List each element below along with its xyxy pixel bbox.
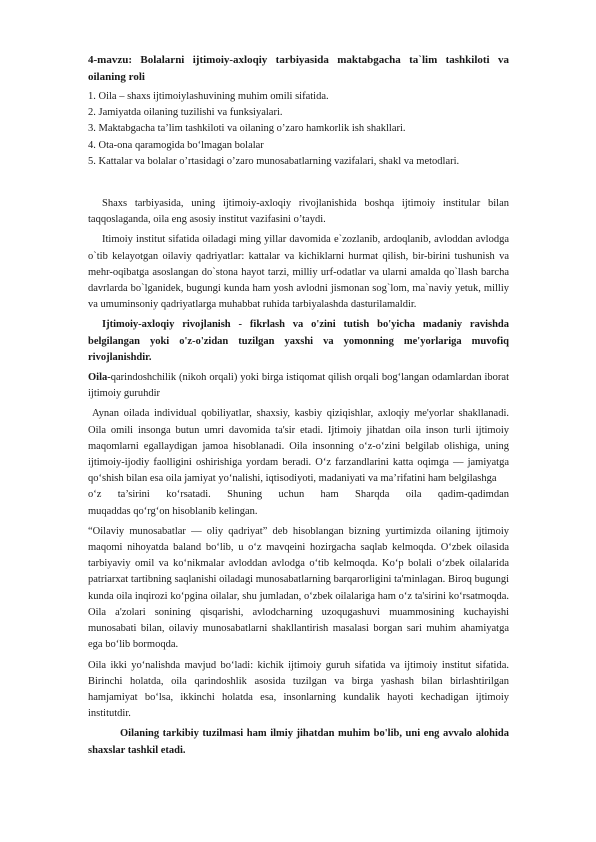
plan-item: 3. Maktabgacha ta’lim tashkiloti va oilaning o’zaro hamkorlik ish shakllari. [88,123,406,135]
paragraph-oila-omili-main: Aynan oilada individual qobiliyatlar, shaxsiy, kasbiy qiziqishlar, axloqiy me'yorlar shakllanadi. Oila omili insonga butun umri davomida ta'sir etadi. Ijtimoiy jihatdan oila inson turli ijtimoiy maqomlarni egallaydigan jamoa hisoblanadi. Oila insonning o‘z-o‘zini belgilab olishiga, uning ijtimoiy-ijodiy faolligini oshirishiga yordam beradi. O‘z farzandlarini katta oqimga — jamiyatga qo‘shish bilan esa oila jamiyat yo‘nalishi, iqtisodiyoti, madaniyati va ma’rifatini ham belgilashga [88,408,509,485]
document-page [88,52,509,763]
plan-item: 1. Oila – shaxs ijtimoiylashuvining muhim omili sifatida. [88,91,329,102]
paragraph-oila-omili [88,406,509,519]
paragraph-oila-definition [88,370,509,402]
topic-plan-list [88,89,509,170]
definition-text: qarindoshchilik (nikoh orqali) yoki birga istiqomat qilish orqali bog‘langan odamlardan iborat ijtimoiy guruhdir [88,372,509,400]
paragraph-oila-omili-end: muqaddas qo‘rg‘on hisoblanib kelingan. [88,505,258,517]
paragraph-oilaviy-munosabatlar: “Oilaviy munosabatlar — oliy qadriyat” deb hisoblangan bizning yurtimizda oilaning ijtimoiy maqomi nihoyatda baland bo‘lib, u o‘z mavqeini hozirgacha saqlab kelmoqda. O‘zbek oilasida tarbiyaviy omil va ko‘nikmalar avloddan avlodga o‘tib kelmoqda. Ko‘p bolali o‘zbek oilalarida patriarxat tartibning saqlanishi oiladagi munosabatlarning barqarorligini ta'minlagan. Biroq bugungi kunda oila inqirozi ko‘pgina oilalar, shu jumladan, o‘zbek oilalariga ham o‘z ta'sirini ko‘rsatmoqda. Oila a'zolari sonining qisqarishi, avlodcharning uzoqugashuvi muammosining kuchayishi munosabati bilan, oilaviy munosabatlarni shakllantirish masalasi borgan sari muhim ahamiyatga ega bo‘lib bormoqda. [88,525,509,651]
paragraph-shaxs-tarbiyasi: Shaxs tarbiyasida, uning ijtimoiy-axloqiy rivojlanishida boshqa ijtimoiy institular bilan taqqoslaganda, oila eng asosiy institut vazifasini o’taydi. [88,198,509,226]
plan-item: 5. Kattalar va bolalar o’rtasidagi o’zaro munosabatlarning vazifalari, shakl va metodlari. [88,155,460,167]
paragraph-oila-tarkibi: Oilaning tarkibiy tuzilmasi ham ilmiy jihatdan muhim bo'lib, uni eng avvalo alohida shaxslar tashkil etadi. [88,728,509,756]
plan-item: 4. Ota-ona qaramogida bo‘lmagan bolalar [88,139,264,151]
paragraph-oila-ikki-yonalish: Oila ikki yo‘nalishda mavjud bo‘ladi: kichik ijtimoiy guruh sifatida va ijtimoiy institut sifatida. Birinchi holatda, oila qarindoshlik asosida tuzilgan va birga yashash bilan birlashtirilgan hamjamiyat bo‘lsa, ikkinchi holatda esa, insonlarning kundalik hayoti kechadigan ijtimoiy institutdir. [88,659,509,720]
paragraph-oila-omili-line: o‘z ta’sirini ko‘rsatadi. Shuning uchun ham Sharqda oila qadim-qadimdan [88,489,509,501]
paragraph-oilaviy-qadriyatlar: Itimoiy institut sifatida oiladagi ming yillar davomida e`zozlanib, ardoqlanib, avloddan avlodga o`tib kelayotgan oilaviy qadriyatlar: kattalar va kichiklarni hurmat qilish, bir-birini tushunish va mehr-oqibatga asoslangan do`stona hayot tarzi, milliy urf-odatlar va ularni amalda qo`llash barcha davrlarda bo`lganidek, bugungi kunda ham yosh avlodni jismonan sog`lom, ma`naviy yetuk, milliy va umuminsoniy qadriyatlarga muhabbat ruhida tarbiyalashda dasturilamaldir. [88,234,509,311]
term-oila: Oila- [88,372,111,384]
topic-title: 4-mavzu: Bolalarni ijtimoiy-axloqiy tarbiyasida maktabgacha ta`lim tashkiloti va oilaning roli [88,54,509,83]
section-spacer [88,170,509,196]
plan-item: 2. Jamiyatda oilaning tuzilishi va funksiyalari. [88,107,283,119]
paragraph-definition-bold: Ijtimoiy-axloqiy rivojlanish - fikrlash va o'zini tutish bo'yicha madaniy ravishda belgilangan yoki o'z-o'zidan tuzilgan yaxshi va yomonning me'yorlariga muvofiq rivojlanishdir. [88,319,509,363]
